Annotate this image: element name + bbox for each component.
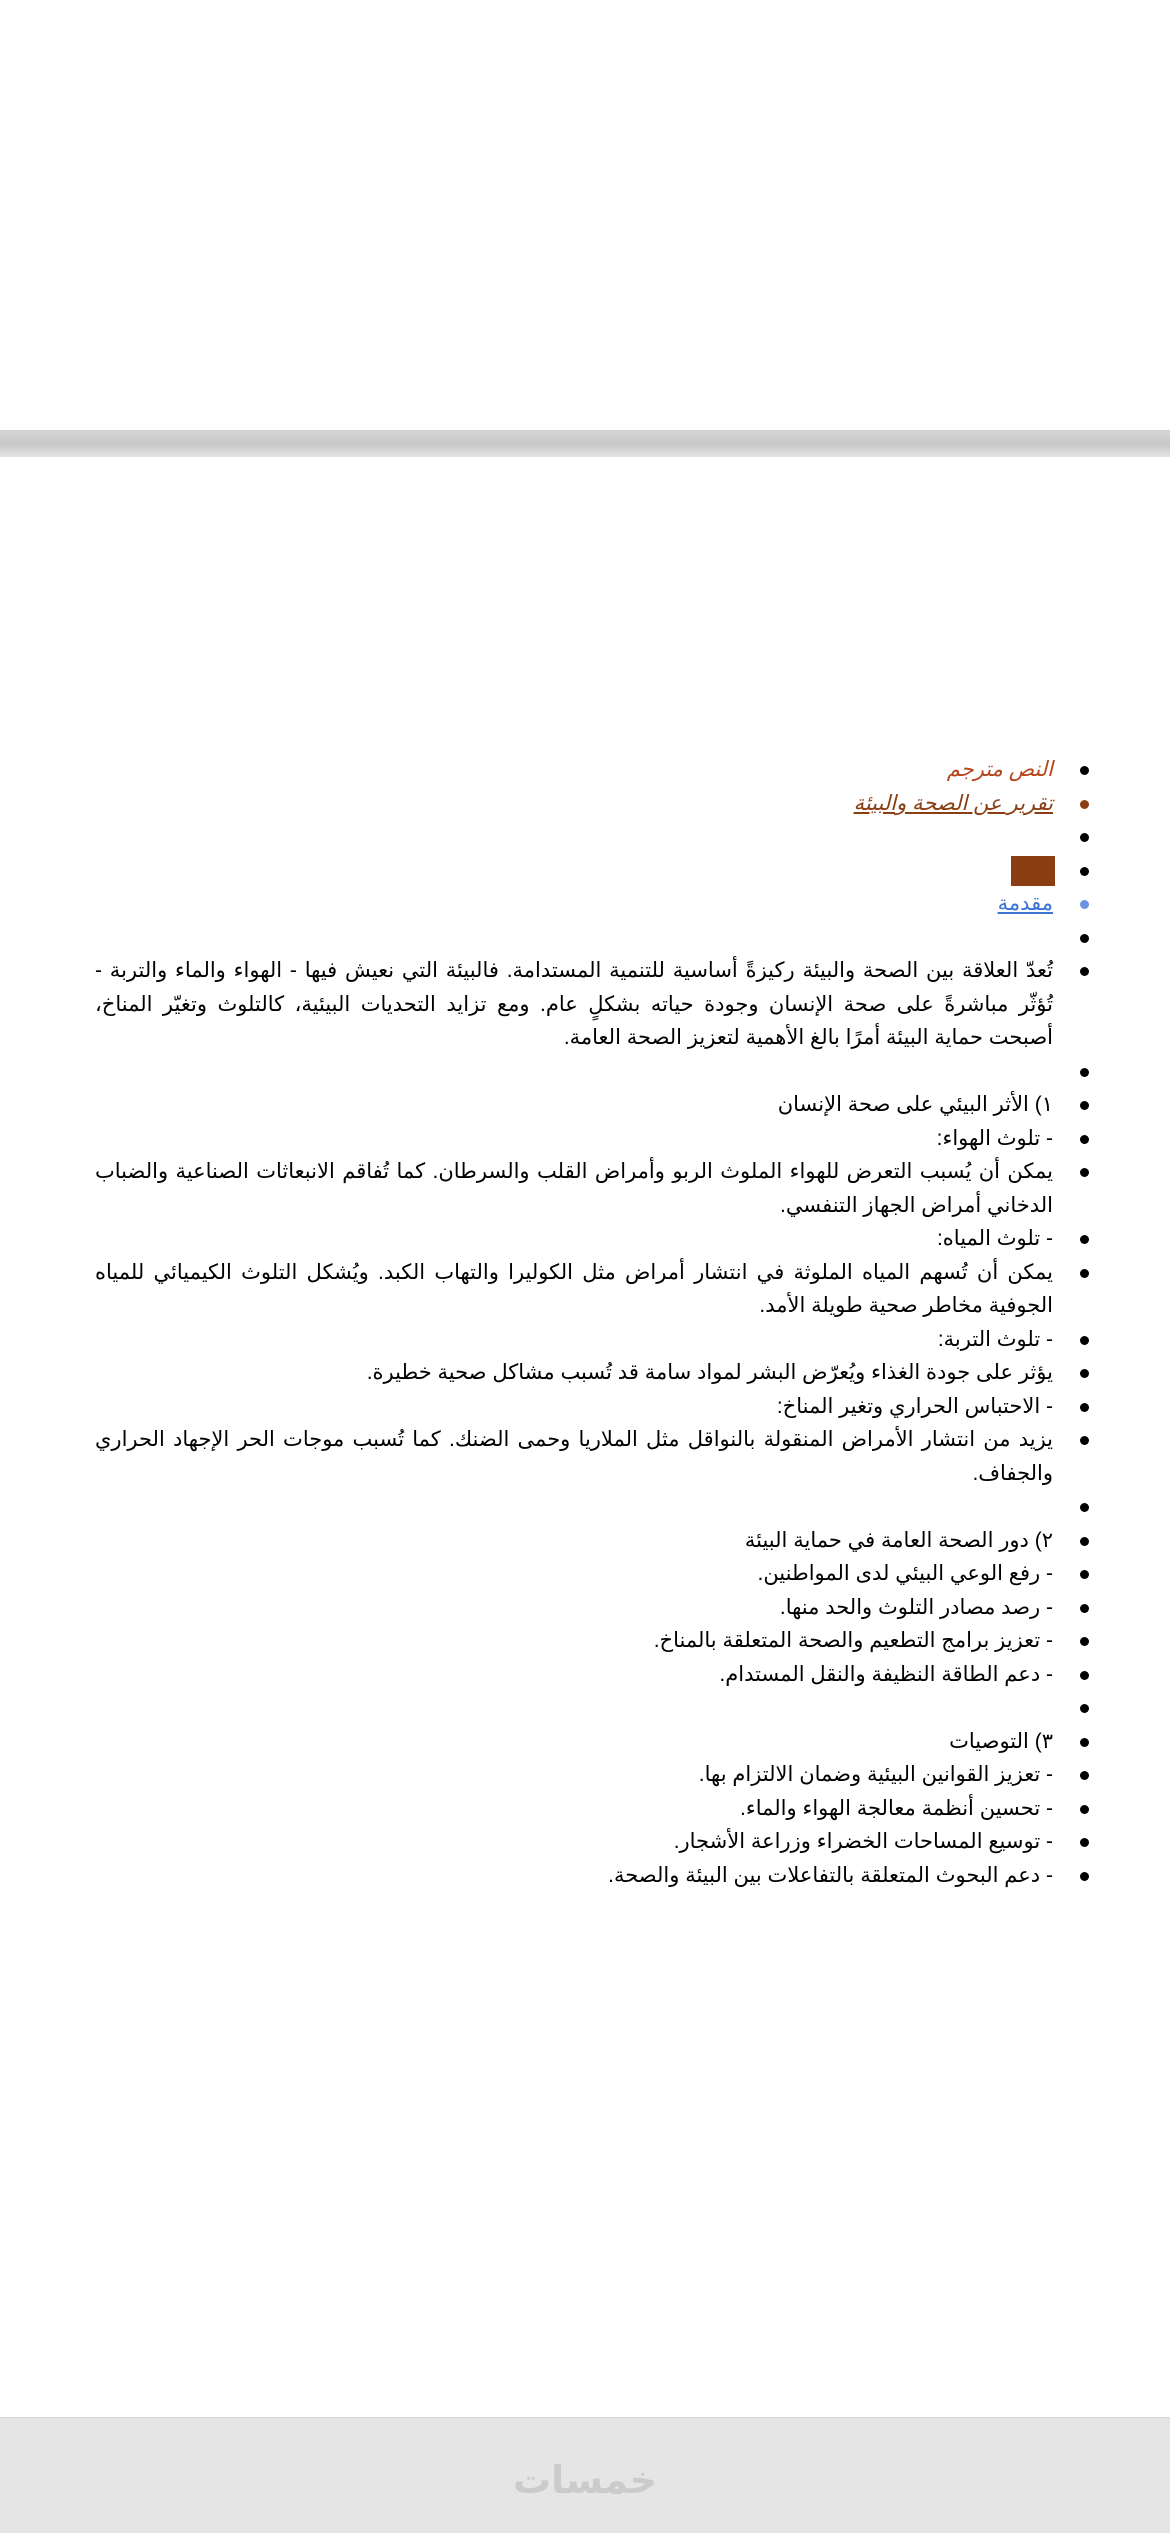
section2-item: - تعزيز برامج التطعيم والصحة المتعلقة بالمناخ.: [95, 1624, 1095, 1658]
intro-paragraph: تُعدّ العلاقة بين الصحة والبيئة ركيزةً أساسية للتنمية المستدامة. فالبيئة التي نعيش فيها - الهواء والماء والتربة - تُؤثّر مباشرةً على صحة الإنسان وجودة حياته بشكلٍ عام. ومع تزايد التحديات البيئية، كالتلوث وتغيّر المناخ، أصبحت حماية البيئة أمرًا بالغ الأهمية لتعزيز الصحة العامة.: [95, 954, 1095, 1055]
document-body: [95, 753, 1095, 1892]
list-item-empty: [95, 1490, 1095, 1524]
section3-item: - تعزيز القوانين البيئية وضمان الالتزام بها.: [95, 1758, 1095, 1792]
section2-heading: ٢) دور الصحة العامة في حماية البيئة: [95, 1524, 1095, 1558]
soil-pollution-text: يؤثر على جودة الغذاء ويُعرّض البشر لمواد سامة قد تُسبب مشاكل صحية خطيرة.: [95, 1356, 1095, 1390]
section1-heading: ١) الأثر البيئي على صحة الإنسان: [95, 1088, 1095, 1122]
section3-heading: ٣) التوصيات: [95, 1725, 1095, 1759]
brown-highlight-block: [1011, 856, 1055, 886]
section2-item: - دعم الطاقة النظيفة والنقل المستدام.: [95, 1658, 1095, 1692]
khamsat-logo[interactable]: خمسات: [513, 2458, 657, 2502]
translated-label: النص مترجم: [946, 758, 1053, 781]
climate-change-title: - الاحتباس الحراري وتغير المناخ:: [95, 1390, 1095, 1424]
air-pollution-title: - تلوث الهواء:: [95, 1122, 1095, 1156]
section3-item: - دعم البحوث المتعلقة بالتفاعلات بين البيئة والصحة.: [95, 1859, 1095, 1893]
list-item-empty: [95, 1055, 1095, 1089]
document-page: [0, 457, 1170, 2417]
climate-change-text: يزيد من انتشار الأمراض المنقولة بالنواقل مثل الملاريا وحمى الضنك. كما تُسبب موجات الحر الإجهاد الحراري والجفاف.: [95, 1423, 1095, 1490]
section3-item: - تحسين أنظمة معالجة الهواء والماء.: [95, 1792, 1095, 1826]
list-item-empty: [95, 820, 1095, 854]
water-pollution-text: يمكن أن تُسهم المياه الملوثة في انتشار أمراض مثل الكوليرا والتهاب الكبد. ويُشكل التلوث الكيميائي للمياه الجوفية مخاطر صحية طويلة الأمد.: [95, 1256, 1095, 1323]
soil-pollution-title: - تلوث التربة:: [95, 1323, 1095, 1357]
previous-page-blank: [0, 0, 1170, 430]
intro-heading-link[interactable]: مقدمة: [997, 892, 1053, 915]
list-item: [95, 787, 1095, 821]
list-item-empty: [95, 854, 1095, 888]
list-item-empty: [95, 921, 1095, 955]
list-item: [95, 753, 1095, 787]
list-item: [95, 887, 1095, 921]
list-item-empty: [95, 1691, 1095, 1725]
section2-item: - رصد مصادر التلوث والحد منها.: [95, 1591, 1095, 1625]
section3-item: - توسيع المساحات الخضراء وزراعة الأشجار.: [95, 1825, 1095, 1859]
section2-item: - رفع الوعي البيئي لدى المواطنين.: [95, 1557, 1095, 1591]
page-separator: [0, 430, 1170, 458]
air-pollution-text: يمكن أن يُسبب التعرض للهواء الملوث الربو وأمراض القلب والسرطان. كما تُفاقم الانبعاثات الصناعية والضباب الدخاني أمراض الجهاز التنفسي.: [95, 1155, 1095, 1222]
report-title-link[interactable]: تقرير عن الصحة والبيئة: [853, 791, 1053, 815]
footer-bar: [0, 2417, 1170, 2533]
water-pollution-title: - تلوث المياه:: [95, 1222, 1095, 1256]
